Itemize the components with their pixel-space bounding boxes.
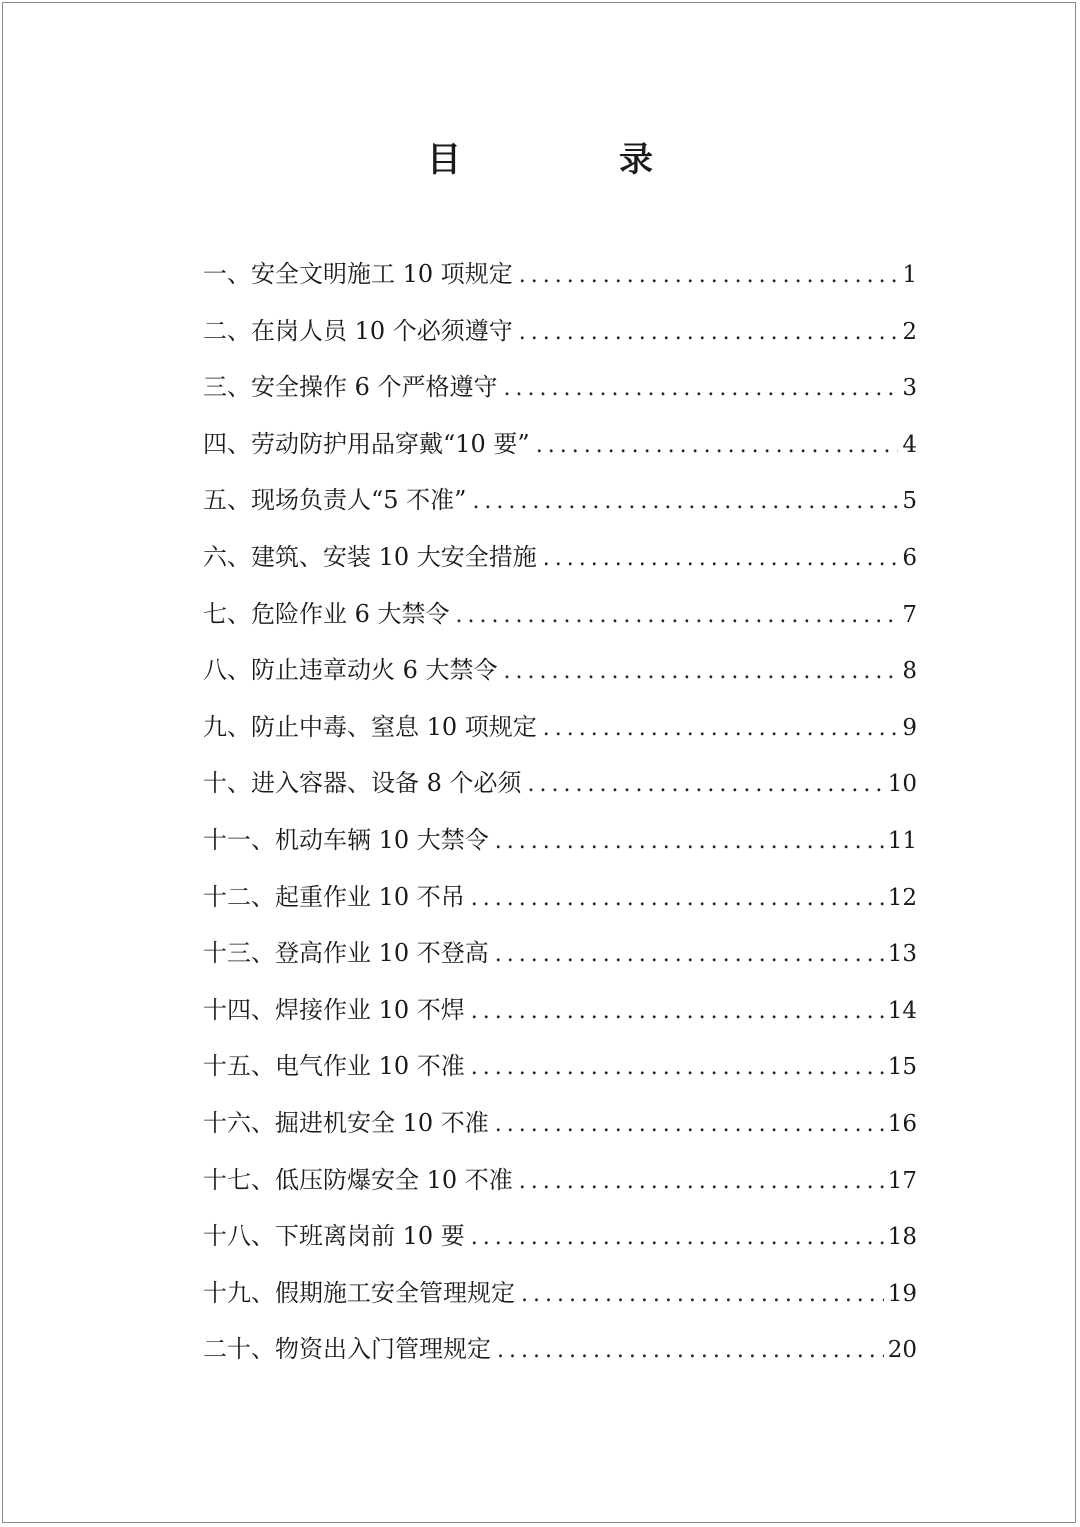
toc-entry-page: 1 (902, 262, 917, 288)
toc-dot-leader (519, 248, 899, 305)
toc-entry-title: 十四、焊接作业 10 不焊 (203, 995, 465, 1024)
toc-entry[interactable] (203, 1038, 917, 1095)
toc-entry-page: 18 (887, 1224, 917, 1251)
toc-entry-title: 二十、物资出入门管理规定 (203, 1335, 491, 1364)
toc-entry-page: 7 (902, 601, 917, 628)
toc-dot-leader (528, 757, 884, 814)
toc-entry[interactable] (203, 812, 917, 869)
toc-title: 目 录 (427, 140, 715, 180)
toc-entry-title: 二、在岗人员 10 个必须遵守 (203, 316, 513, 345)
toc-entry-title: 十七、低压防爆安全 10 不准 (203, 1165, 513, 1194)
toc-entry[interactable] (203, 982, 917, 1039)
toc-entry[interactable] (203, 1208, 917, 1265)
toc-dot-leader (543, 701, 899, 758)
toc-entry-page: 11 (887, 827, 917, 854)
toc-entry-title: 三、安全操作 6 个严格遵守 (203, 373, 498, 402)
toc-dot-leader (504, 644, 899, 701)
toc-entry[interactable] (203, 869, 917, 926)
toc-entry-title: 七、危险作业 6 大禁令 (203, 599, 450, 628)
toc-entry-title: 一、安全文明施工 10 项规定 (203, 260, 513, 288)
toc-dot-leader (472, 474, 898, 531)
toc-entry[interactable] (203, 529, 917, 586)
toc-dot-leader (495, 927, 884, 984)
toc-entry-title: 十八、下班离岗前 10 要 (203, 1222, 465, 1251)
toc-dot-leader (471, 871, 884, 928)
toc-entry[interactable] (203, 416, 917, 473)
toc-entry-title: 六、建筑、安装 10 大安全措施 (203, 542, 537, 571)
toc-entry[interactable] (203, 1321, 917, 1378)
toc-dot-leader (471, 1040, 884, 1097)
toc-entry[interactable] (203, 586, 917, 643)
toc-entry[interactable] (203, 303, 917, 360)
toc-entry[interactable] (203, 699, 917, 756)
toc-entry-page: 10 (887, 771, 917, 798)
toc-entry-title: 十九、假期施工安全管理规定 (203, 1278, 515, 1307)
toc-entry-page: 9 (902, 714, 917, 741)
toc-entry-page: 19 (887, 1280, 917, 1307)
toc-dot-leader (519, 305, 899, 362)
toc-entry-page: 14 (887, 997, 917, 1024)
toc-entry[interactable] (203, 1095, 917, 1152)
toc-dot-leader (536, 418, 899, 475)
toc-entry[interactable] (203, 246, 917, 303)
toc-entry-title: 十三、登高作业 10 不登高 (203, 939, 489, 968)
toc-dot-leader (504, 361, 899, 418)
table-of-contents (203, 246, 917, 1378)
toc-entry-title: 十二、起重作业 10 不吊 (203, 882, 465, 911)
toc-dot-leader (495, 1097, 884, 1154)
toc-entry-title: 八、防止违章动火 6 大禁令 (203, 656, 498, 685)
toc-entry-page: 6 (902, 544, 917, 571)
toc-entry[interactable] (203, 472, 917, 529)
toc-entry-page: 5 (902, 488, 917, 515)
toc-entry-page: 8 (902, 658, 917, 685)
toc-entry-page: 16 (887, 1110, 917, 1137)
toc-dot-leader (471, 1210, 884, 1267)
toc-dot-leader (456, 588, 899, 645)
toc-entry-title: 五、现场负责人“5 不准” (203, 486, 467, 515)
toc-entry[interactable] (203, 755, 917, 812)
toc-entry[interactable] (203, 642, 917, 699)
toc-entry[interactable] (203, 1265, 917, 1322)
toc-entry-title: 十一、机动车辆 10 大禁令 (203, 825, 489, 854)
toc-entry-page: 2 (902, 318, 917, 345)
toc-entry[interactable] (203, 1152, 917, 1209)
toc-entry-title: 九、防止中毒、窒息 10 项规定 (203, 712, 537, 741)
toc-entry-page: 13 (887, 941, 917, 968)
toc-entry-title: 十五、电气作业 10 不准 (203, 1052, 465, 1081)
toc-dot-leader (521, 1267, 884, 1324)
toc-entry-page: 12 (887, 884, 917, 911)
toc-entry-title: 十、进入容器、设备 8 个必须 (203, 769, 522, 798)
toc-entry-page: 15 (887, 1054, 917, 1081)
toc-dot-leader (471, 984, 884, 1041)
toc-entry[interactable] (203, 359, 917, 416)
toc-dot-leader (543, 531, 899, 588)
toc-entry-page: 20 (887, 1337, 917, 1364)
toc-entry-title: 十六、掘进机安全 10 不准 (203, 1108, 489, 1137)
toc-entry-page: 3 (902, 375, 917, 402)
toc-dot-leader (519, 1154, 884, 1211)
toc-entry-page: 17 (887, 1167, 917, 1194)
toc-entry-page: 4 (902, 431, 917, 458)
toc-dot-leader (497, 1323, 884, 1380)
toc-entry[interactable] (203, 925, 917, 982)
toc-dot-leader (495, 814, 884, 871)
toc-entry-title: 四、劳动防护用品穿戴“10 要” (203, 429, 530, 458)
